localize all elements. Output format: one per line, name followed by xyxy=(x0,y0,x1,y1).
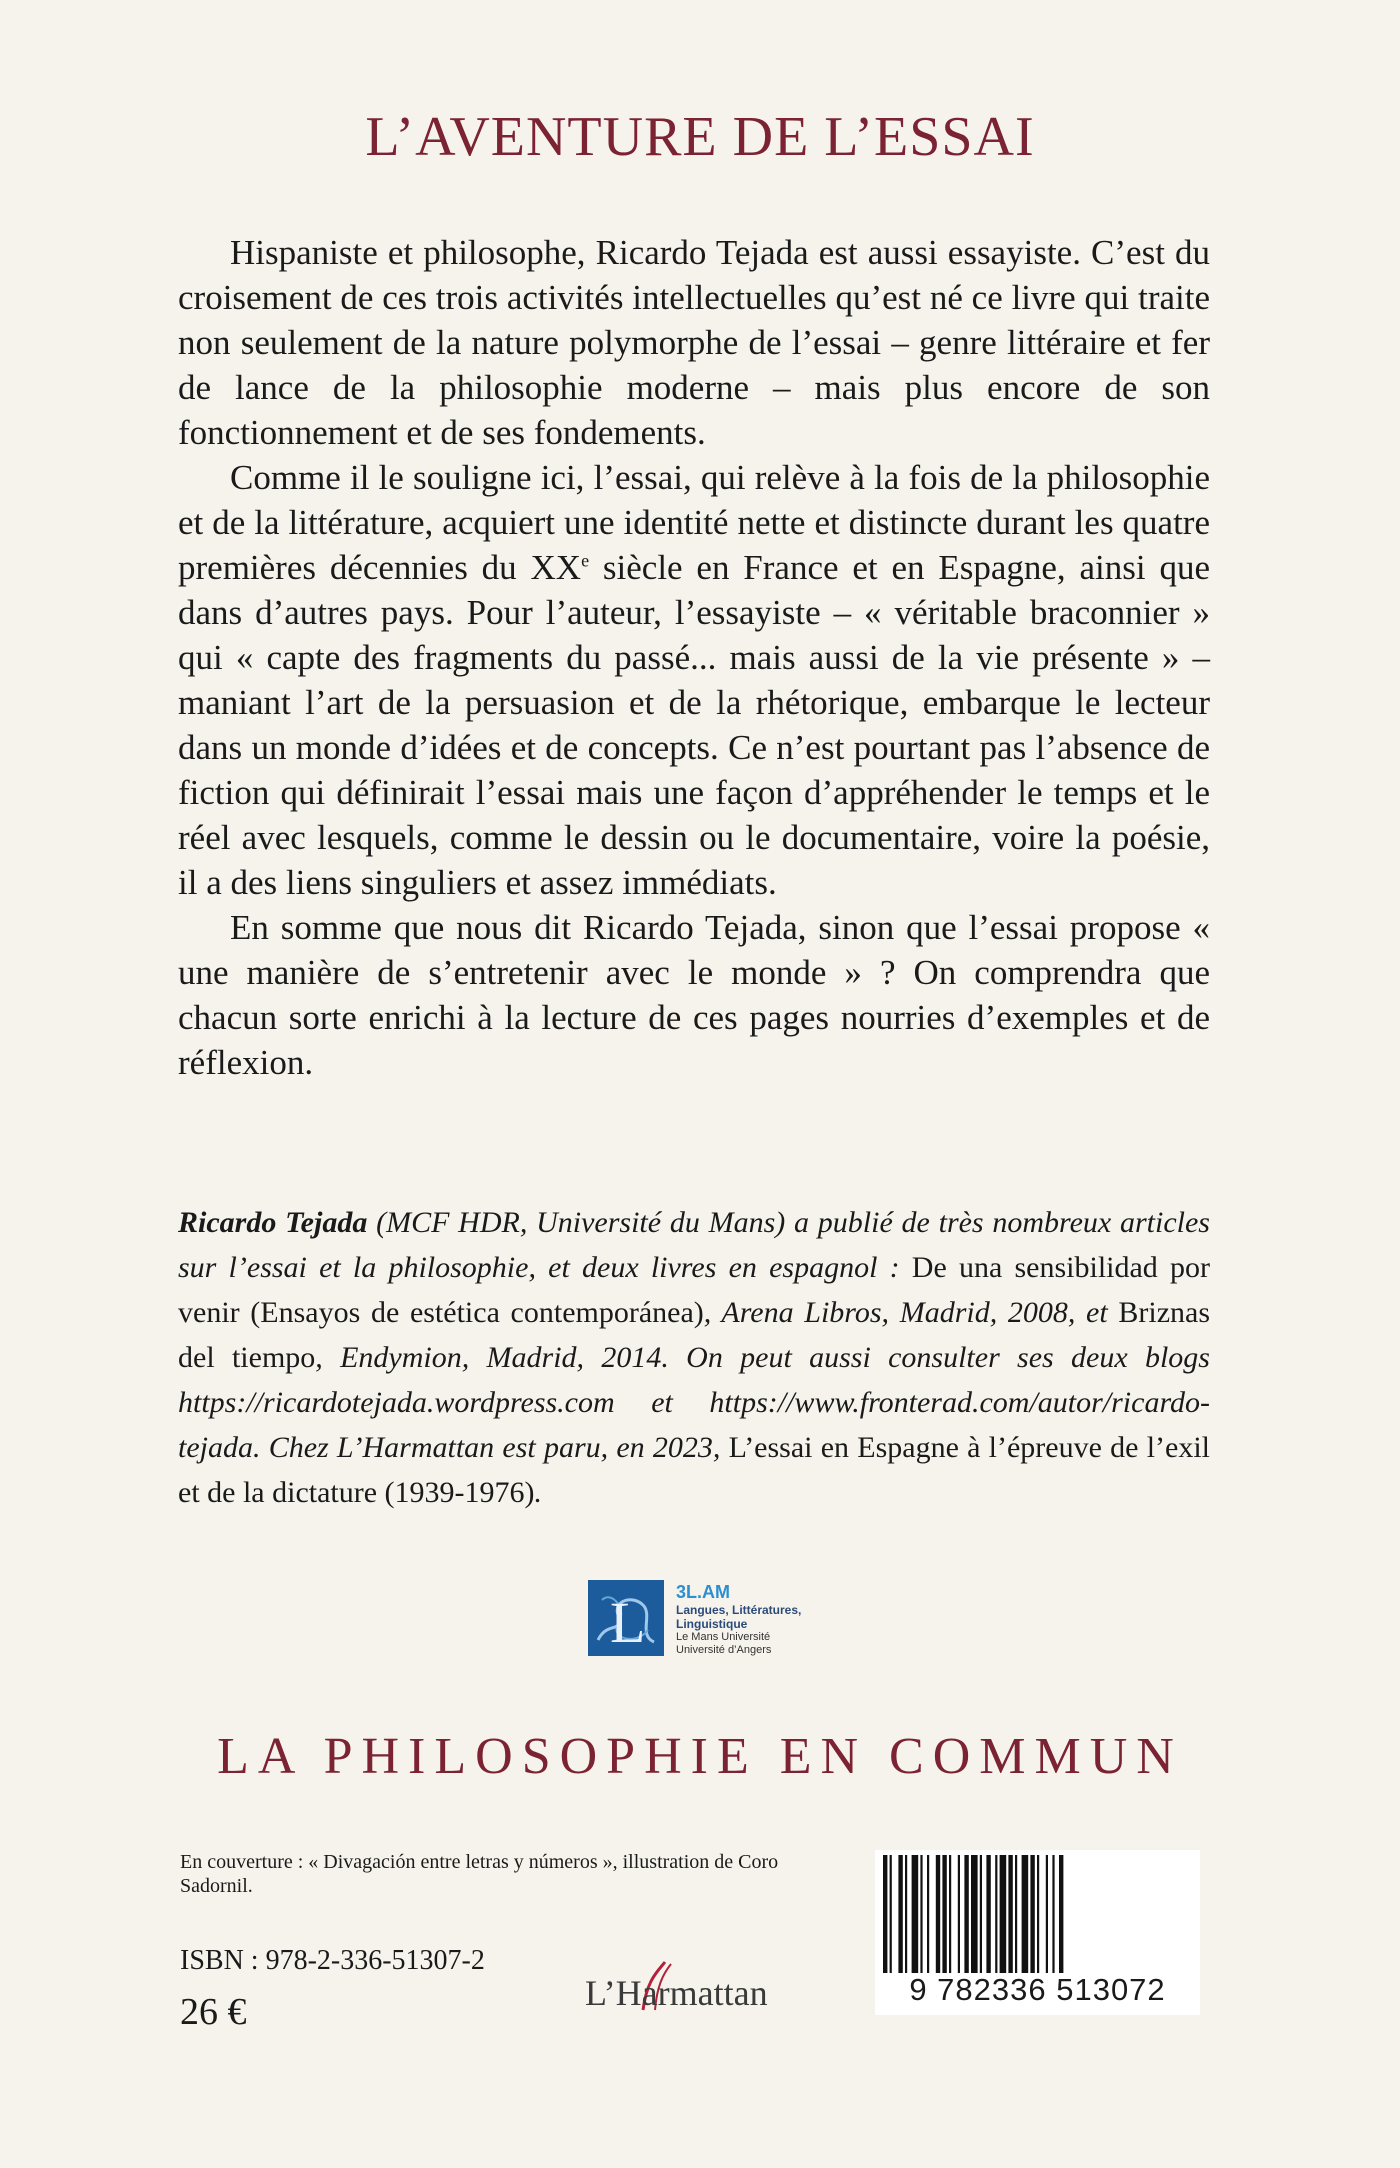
bio-book-2: Briznas del tiempo xyxy=(178,1296,1210,1374)
blurb-paragraph-2 xyxy=(178,455,1210,905)
blurb-paragraph-3: En somme que nous dit Ricardo Tejada, sinon que l’essai propose « une manière de s’entretenir avec le monde » ? On comprendra que chacun sorte enrichi à la lecture de ces pages nourries d’exemples et de réflexion. xyxy=(178,908,1210,1082)
collection-name: LA PHILOSOPHIE EN COMMUN xyxy=(217,1728,1183,1785)
bio-book-1: De una sensibilidad por venir (Ensayos de estética contemporánea) xyxy=(178,1251,1210,1329)
isbn: ISBN : 978-2-336-51307-2 xyxy=(180,1945,485,1976)
lab-logo xyxy=(588,1580,828,1660)
bio-text-3: , Endymion, Madrid, 2014. On peut aussi consulter ses deux blogs https://ricardotejada.wordpress.com et https://www.fronterad.com/autor/ricardo-tejada. Chez L’Harmattan est paru, en 2023, xyxy=(178,1341,1210,1464)
barcode-bar xyxy=(920,1855,922,1973)
bio-text-4: . xyxy=(534,1476,543,1509)
blurb-paragraph-1: Hispaniste et philosophe, Ricardo Tejada est aussi essayiste. C’est du croisement de ces trois activités intellectuelles qu’est né ce livre qui traite non seulement de la nature polymorphe de l’essai – genre littéraire et fer de lance de la philosophie moderne – mais plus encore de son fonctionnement et de ses fondements. xyxy=(178,233,1210,452)
bio-text-2: , Arena Libros, Madrid, 2008, et xyxy=(703,1296,1119,1329)
barcode-bar xyxy=(1008,1855,1012,1973)
barcode-bar xyxy=(971,1855,978,1973)
lab-line-4: Université d’Angers xyxy=(676,1644,772,1656)
century-superscript: e xyxy=(581,550,590,571)
barcode-bar xyxy=(1030,1855,1034,1973)
blurb-text xyxy=(178,230,1210,1085)
barcode-bar xyxy=(995,1855,997,1973)
book-title: L’AVENTURE DE L’ESSAI xyxy=(365,106,1035,168)
barcode-bar xyxy=(1059,1855,1063,1973)
barcode-bar xyxy=(1046,1855,1048,1973)
barcode-bar xyxy=(942,1855,946,1973)
author-name: Ricardo Tejada xyxy=(178,1206,368,1239)
barcode-bar xyxy=(883,1855,887,1973)
barcode-bar xyxy=(1015,1855,1017,1973)
isbn-barcode xyxy=(875,1850,1200,2015)
lab-line-3: Le Mans Université xyxy=(676,1631,771,1643)
barcode-bar xyxy=(964,1855,968,1973)
blurb-p2-end: siècle en France et en Espagne, ainsi que dans d’autres pays. Pour l’auteur, l’essayiste – « véritable braconnier » qui « capte des fragments du passé... mais aussi de la vie présente » – maniant l’art de la persuasion et de la rhétorique, embarque le lecteur dans un monde d’idées et de concepts. Ce n’est pourtant pas l’absence de fiction qui définirait l’essai mais une façon d’appréhender le temps et le réel avec lesquels, comme le dessin ou le documentaire, voire la poésie, il a des liens singuliers et assez immédiats. xyxy=(178,548,1210,902)
barcode-bar xyxy=(1000,1855,1007,1973)
barcode-bar xyxy=(949,1855,951,1973)
publisher-logo xyxy=(585,1960,795,2015)
author-bio xyxy=(178,1200,1210,1515)
barcode-bar xyxy=(986,1855,990,1973)
barcode-bar xyxy=(1052,1855,1054,1973)
bio-text-1: (MCF HDR, Université du Mans) a publié de très nombreux articles sur l’essai et la philosophie, et deux livres en espagnol : xyxy=(178,1206,1210,1284)
lab-logo-text xyxy=(676,1582,801,1657)
bio-book-3: L’essai en Espagne à l’épreuve de l’exil et de la dictature (1939-1976) xyxy=(178,1431,1210,1509)
barcode-bars xyxy=(883,1855,1192,1973)
barcode-digits: 9 782336 513072 xyxy=(909,1972,1166,2007)
lab-name: 3L.AM xyxy=(676,1582,730,1602)
barcode-bar xyxy=(936,1855,940,1973)
lab-line-2: Linguistique xyxy=(676,1617,748,1631)
barcode-bar xyxy=(958,1855,960,1973)
lab-logo-emblem-icon xyxy=(588,1580,664,1656)
barcode-bar xyxy=(898,1855,902,1973)
barcode-bar xyxy=(1037,1855,1039,1973)
cover-credit: En couverture : « Divagación entre letras y números », illustration de Coro Sadornil. xyxy=(180,1851,779,1897)
barcode-bar xyxy=(890,1855,892,1973)
barcode-bar xyxy=(912,1855,919,1973)
lab-line-1: Langues, Littératures, xyxy=(676,1603,802,1617)
barcode-bar xyxy=(905,1855,907,1973)
barcode-bar xyxy=(980,1855,982,1973)
publisher-name: L’Harmattan xyxy=(585,1973,768,2013)
price: 26 € xyxy=(180,1991,247,2033)
barcode-bar xyxy=(927,1855,929,1973)
barcode-bar xyxy=(1022,1855,1029,1973)
svg-text:L: L xyxy=(610,1590,646,1655)
blurb-p2-start: Comme il le souligne ici, l’essai, qui relève à la fois de la philosophie et de la littérature, acquiert une identité nette et distincte durant les quatre premières décennies du XX xyxy=(178,458,1210,587)
